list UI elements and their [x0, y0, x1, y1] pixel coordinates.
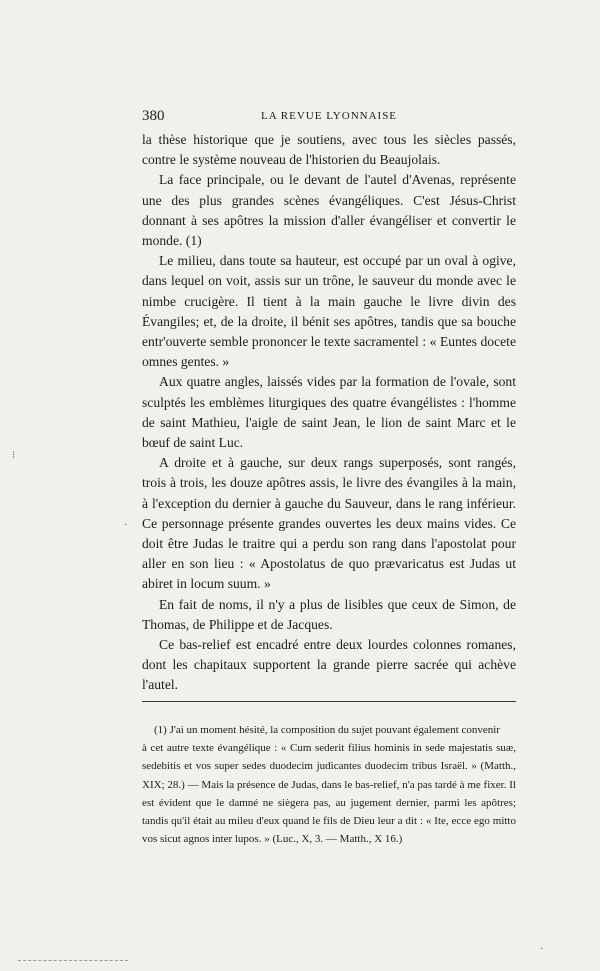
margin-mark: ⁝ — [12, 450, 16, 461]
footnote-rule — [142, 701, 516, 702]
paragraph-4: Aux quatre angles, laissés vides par la formation de l'ovale, sont sculptés les emblèmes liturgiques des quatre évangélistes : l'homme de saint Mathieu, l'aigle de saint Jean, le lion de saint Marc et le bœuf de saint Luc. — [142, 374, 516, 451]
paragraph-6: En fait de noms, il n'y a plus de lisibles que ceux de Simon, de Thomas, de Philippe et de Jacques. — [142, 596, 516, 632]
paragraph-7: Ce bas-relief est encadré entre deux lourdes colonnes romanes, dont les chapitaux supportent la grande pierre sacrée qui achève l'autel. — [142, 637, 516, 693]
margin-dot: · — [124, 520, 128, 531]
footnote — [142, 721, 516, 849]
paragraph-5: A droite et à gauche, sur deux rangs superposés, sont rangés, trois à trois, les douze apôtres assis, le livre des évangiles à la main, à l'exception du dernier à gauche du Sauveur, dans le rang inférieur. Ce personnage présente grandes ouvertes les deux mains vides. Ce doit être Judas le traitre qui a perdu son rang dans l'apostolat pour aller en son lieu : « Apostolatus de quo prævaricatus est Judas ut abiret in locum suum. » — [142, 455, 516, 592]
footnote-text: à cet autre texte évangélique : « Cum sederit filius hominis in sede majestatis suæ, sedebitis et vos super sedes duodecim judicantes duodecim tribus Israël. » (Matth., XIX; 28.) — Mais la présence de Judas, dans le bas-relief, n'a pas tardé à me fixer. Il est évident que le damné ne siègera pas, au jugement dernier, parmi les apôtres; tandis qu'il était au mileu d'eux quand le fils de Dieu leur a dit : « Ite, ecce ego mitto vos sicut agnos inter lupos. » (Luc., X, 3. — Matth., X 16.) — [142, 741, 516, 846]
running-title: LA REVUE LYONNAISE — [260, 110, 398, 122]
footnote-first-line: (1) J'ai un moment hésité, la composition du sujet pouvant également convenir — [154, 723, 500, 736]
page-number: 380 — [142, 108, 165, 124]
paragraph-1: la thèse historique que je soutiens, avec tous les siècles passés, contre le système nouveau de l'historien du Beaujolais. — [142, 132, 516, 168]
page — [142, 108, 516, 849]
paragraph-2: La face principale, ou le devant de l'autel d'Avenas, représente une des plus grandes scènes évangéliques. C'est Jésus-Christ donnant à ses apôtres la mission d'aller évangéliser et convertir le monde. (1) — [142, 172, 516, 249]
margin-dot-bottom: · — [540, 944, 544, 955]
paragraph-3: Le milieu, dans toute sa hauteur, est occupé par un oval à ogive, dans lequel on voit, assis sur un trône, le sauveur du monde avec le nimbe crucigère. Il tient à la main gauche le livre divin des Évangiles; et, de la droite, il bénit ses apôtres, tandis que sa bouche entr'ouverte semble prononcer le texte sacramentel : « Euntes docete omnes gentes. » — [142, 253, 516, 370]
bottom-edge-marks — [18, 960, 128, 961]
body-text — [142, 130, 516, 696]
running-head — [142, 108, 516, 130]
